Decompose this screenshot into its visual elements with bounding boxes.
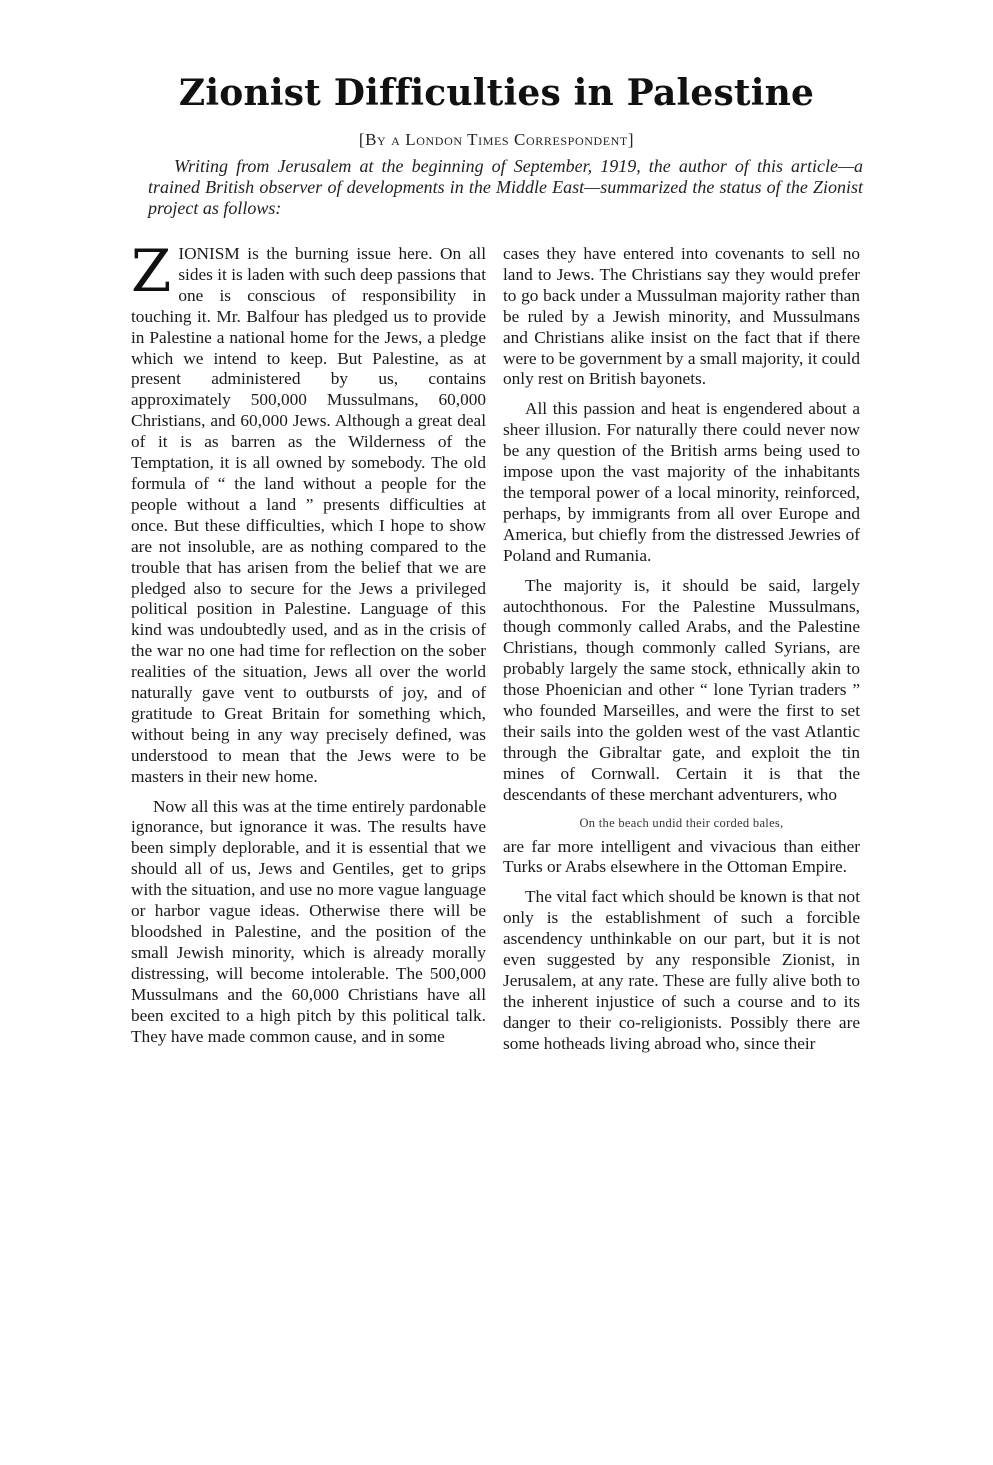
- paragraph: All this passion and heat is engendered about a sheer illusion. For naturally there could never now be any question of the British arms being used to impose upon the vast majority of the inhabitants the temporal power of a local minority, reinforced, perhaps, by immigrants from all over Europe and America, but chiefly from the distressed Jewries of Poland and Rumania.: [503, 399, 860, 565]
- byline: [By a London Times Correspondent]: [358, 130, 635, 149]
- drop-cap: Z: [131, 237, 172, 305]
- left-column: [131, 237, 486, 1056]
- verse-quote: On the beach undid their corded bales,: [579, 815, 784, 830]
- right-column: [503, 244, 860, 1064]
- lead-word: IONISM: [178, 244, 240, 263]
- paragraph: Now all this was at the time entirely pardonable ignorance, but ignorance it was. The results have been simply deplorable, and it is essential that we should all of us, Jews and Gentiles, get to grips with the situation, and use no more vague language or harbor vague ideas. Otherwise there will be bloodshed in Palestine, and the position of the small Jewish minority, which is already morally distressing, will become intolerable. The 500,000 Mussulmans and the 60,000 Christians have all been excited to a high pitch by this political talk. They have made common cause, and in some: [131, 796, 486, 1046]
- article-title: Zionist Difficulties in Palestine: [178, 72, 815, 114]
- opening-paragraph: [131, 237, 486, 788]
- opening-paragraph-text: is the burning issue here. On all sides it is laden with such deep passions that one is conscious of responsibility in touching it. Mr. Balfour has pledged us to provide in Palestine a national home for the Jews, a pledge which we intend to keep. But Palestine, as at present administered by us, contains approximately 500,000 Mussulmans, 60,000 Christians, and 60,000 Jews. Although a great deal of it is as barren as the Wilderness of the Temptation, it is all owned by somebody. The old formula of “ the land without a people for the people without a land ” presents difficulties at once. But these difficulties, which I hope to show are not insoluble, are as nothing compared to the trouble that has arisen from the belief that we are pledged also to secure for the Jews a privileged political position in Palestine. Language of this kind was undoubtedly used, and as in the crisis of the war no one had time for reflection on the sober realities of the situation, Jews all over the world naturally gave vent to outbursts of joy, and of gratitude to Great Britain for something which, without being in any way precisely defined, was understood to mean that the Jews were to be masters in their new home.: [131, 244, 486, 786]
- paragraph: The vital fact which should be known is that not only is the establishment of such a forcible ascendency unthinkable on our part, but it is not even suggested by any responsible Zionist, in Jerusalem, at any rate. These are fully alive both to the inherent injustice of such a course and to its danger to their co-religionists. Possibly there are some hotheads living abroad who, since their: [503, 887, 860, 1053]
- paragraph: cases they have entered into covenants to sell no land to Jews. The Christians say they would prefer to go back under a Mussulman majority rather than be ruled by a Jewish minority, and Mussulmans and Christians alike insist on the fact that if there were to be government by a small majority, it could only rest on British bayonets.: [503, 244, 860, 389]
- editor-intro: Writing from Jerusalem at the beginning of September, 1919, the author of this article—a trained British observer of developments in the Middle East—summarized the status of the Zionist project as follows:: [148, 156, 863, 218]
- paragraph: are far more intelligent and vivacious than either Turks or Arabs elsewhere in the Ottoman Empire.: [503, 836, 860, 877]
- paragraph: The majority is, it should be said, largely autochthonous. For the Palestine Mussulmans, though commonly called Arabs, and the Palestine Christians, though commonly called Syrians, are probably largely the same stock, ethnically akin to those Phoenician and other “ lone Tyrian traders ” who founded Marseilles, and were the first to set their sails into the golden west of the vast Atlantic through the Gibraltar gate, and exploit the tin mines of Cornwall. Certain it is that the descendants of these merchant adventurers, who: [503, 575, 860, 804]
